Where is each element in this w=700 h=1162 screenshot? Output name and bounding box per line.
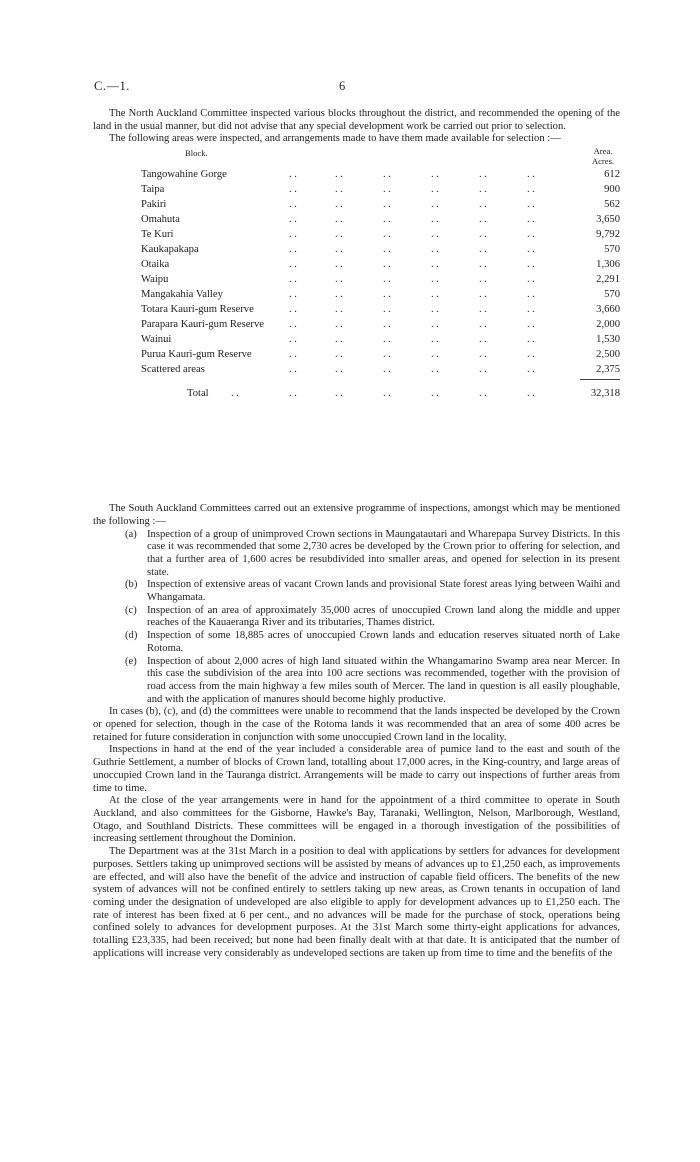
paragraph: The Department was at the 31st March in a position to deal with applications by settlers for advances for development purposes. Settlers taking up unimproved sections will be assisted by means of advances up to £1,250 each, as improvements are effected, and will also have the benefit of the advice and instruction of capable field officers. The benefits of the new system of advances will not be confined entirely to settlers taking up new areas, as Crown tenants in occupation of land coming under the designation of undeveloped are also eligible to apply for development advances up to £1,250 each. The rate of interest has been fixed at 6 per cent., and no advances will be made for the purchase of stock, operations being confined solely to advances for development purposes. At the 31st March some thirty-eight applications for advances, totalling £23,335, had been received; but none had been finally dealt with at that date. It is anticipated that the number of applications will increase very considerably as undeveloped sections are taken up from time to time and the benefits of the (93, 846, 620, 959)
block-area: 900 (604, 184, 620, 196)
leader-dots: . . . . . . . . . . . . (289, 364, 535, 376)
block-name: Tangowahine Gorge (141, 167, 231, 182)
block-name: Otaika (141, 257, 173, 272)
block-name: Scattered areas (141, 362, 209, 377)
list-item (93, 630, 620, 655)
block-name: Mangakahia Valley (141, 287, 227, 302)
block-area: 570 (604, 244, 620, 256)
paragraph: The following areas were inspected, and arrangements made to have them made available for selection :— (109, 133, 561, 145)
block-name: Te Kuri (141, 227, 178, 242)
total-row: . . . . . . . . . . . . . . Total 32,318 (187, 388, 620, 400)
paragraph: The South Auckland Committees carred out an extensive programme of inspections, amongst which may be mentioned the following :— (93, 503, 620, 527)
document-body (93, 108, 620, 960)
item-text: Inspection of about 2,000 acres of high land situated within the Whangamarino Swamp area near Mercer. In this case the subdivision of the area into 100 acre sections was recommended, together with the provision of road access from the main highway a few miles south of Mercer. The land in question is all easily ploughable, and with the application of manures should become highly productive. (147, 655, 620, 705)
block-area: 1,306 (596, 259, 620, 271)
block-area: 9,792 (596, 229, 620, 241)
item-label: (b) (125, 579, 138, 591)
page-number: 6 (339, 79, 346, 93)
paragraph: Inspections in hand at the end of the year included a considerable area of pumice land to the east and south of the Guthrie Settlement, a number of blocks of Crown land, totalling about 17,000 acres, in the King-country, and large areas of unoccupied Crown land in the Tauranga district. Arrangements will be made to carry out inspections of further areas from time to time. (93, 744, 620, 794)
column-header-unit: Acres. (591, 156, 615, 167)
block-name: Pakiri (141, 197, 170, 212)
table-row (141, 272, 620, 287)
leader-dots: . . . . . . . . . . . . (289, 244, 535, 256)
table-row (141, 332, 620, 347)
paragraph: The North Auckland Committee inspected various blocks throughout the district, and recommended the opening of the land in the usual manner, but did not advise that any special development work be carried out prior to selection. (93, 108, 620, 132)
block-name: Parapara Kauri-gum Reserve (141, 317, 268, 332)
leader-dots: . . . . . . . . . . . . (289, 184, 535, 196)
leader-dots: . . . . . . . . . . . . (289, 289, 535, 301)
table-rows (141, 167, 620, 401)
leader-dots: . . . . . . . . . . . . (289, 199, 535, 211)
item-label: (d) (125, 630, 138, 642)
total-label: Total (187, 388, 209, 400)
leader-dots: . . . . . . . . . . . . (289, 304, 535, 316)
table-row (141, 287, 620, 302)
table-row (141, 182, 620, 197)
item-label: (e) (125, 655, 137, 667)
paragraph: At the close of the year arrangements were in hand for the appointment of a third committee to operate in South Auckland, and also committees for the Gisborne, Hawke's Bay, Taranaki, Wellington, Nelson, Marlborough, Westland, Otago, and Southland Districts. These committees will be engaged in a thorough investigation of the possibilities of increasing settlement throughout the Dominion. (93, 795, 620, 845)
list-item (93, 656, 620, 707)
leader-dots: . . . . . . . . . . . . (289, 349, 535, 361)
leader-dots: . . . . . . . . . . . . (289, 169, 535, 181)
table-row (141, 227, 620, 242)
block-area: 562 (604, 199, 620, 211)
block-area: 2,375 (596, 364, 620, 376)
list-item (93, 605, 620, 630)
item-text: Inspection of an area of approximately 35,000 acres of unoccupied Crown land along the middle and upper reaches of the Kauaeranga River and its tributaries, Thames district. (147, 604, 620, 629)
table-row (141, 347, 620, 362)
item-text: Inspection of extensive areas of vacant Crown lands and provisional State forest areas lying between Waihi and Whangamata. (147, 579, 620, 604)
block-area: 3,660 (596, 304, 620, 316)
block-area: 1,530 (596, 334, 620, 346)
table-row (141, 167, 620, 182)
leader-dots: . . . . . . . . . . . . (289, 274, 535, 286)
block-name: Wainui (141, 332, 175, 347)
table-row (141, 197, 620, 212)
item-text: Inspection of some 18,885 acres of unoccupied Crown lands and education reserves situated north of Lake Rotoma. (147, 630, 620, 654)
list-item (93, 579, 620, 604)
total-value: 32,318 (590, 388, 620, 400)
block-name: Waipu (141, 272, 172, 287)
table-row (141, 257, 620, 272)
block-area: 2,291 (596, 274, 620, 286)
inspection-list (93, 529, 620, 707)
block-name: Purua Kauri-gum Reserve (141, 347, 256, 362)
block-name: Totara Kauri-gum Reserve (141, 302, 258, 317)
block-area: 2,500 (596, 349, 620, 361)
leader-dots: . . . . . . . . . . . . (289, 319, 535, 331)
table-row (141, 317, 620, 332)
item-text: Inspection of a group of unimproved Crown sections in Maungatautari and Wharepapa Survey Districts. In this case it was recommended that some 2,730 acres be developed by the Crown prior to offering for selection, and that a further area of 1,600 acres be resubdivided into smaller areas, and opened for selection in its present state. (147, 528, 620, 578)
item-label: (a) (125, 528, 137, 540)
table-row (141, 302, 620, 317)
leader-dots: . . . . . . . . . . . . (289, 259, 535, 271)
leader-dots: . . . . . . . . . . . . (289, 334, 535, 346)
table-row (141, 212, 620, 227)
list-item (93, 529, 620, 580)
column-header-area-label: Area. (593, 146, 613, 157)
leader-dots: . . . . . . . . . . . . (289, 214, 535, 226)
block-area: 2,000 (596, 319, 620, 331)
block-name: Taipa (141, 182, 168, 197)
page-reference: C.—1. (94, 79, 130, 93)
column-header-block: Block. (185, 148, 208, 159)
column-header-area (583, 146, 623, 166)
block-name: Omahuta (141, 212, 184, 227)
table-row (141, 242, 620, 257)
block-area: 570 (604, 289, 620, 301)
item-label: (c) (125, 604, 137, 616)
total-rule (580, 379, 620, 380)
block-name: Kaukapakapa (141, 242, 203, 257)
table-row (141, 362, 620, 377)
leader-dots: . . . . . . . . . . . . (289, 229, 535, 241)
area-table (93, 146, 620, 503)
block-area: 612 (604, 169, 620, 181)
block-area: 3,650 (596, 214, 620, 226)
paragraph: In cases (b), (c), and (d) the committees were unable to recommend that the lands inspected be developed by the Crown or opened for selection, though in the case of the Rotoma lands it was recommended that an area of some 400 acres be retained for future consideration in conjunction with some unoccupied Crown land in the locality. (93, 706, 620, 743)
